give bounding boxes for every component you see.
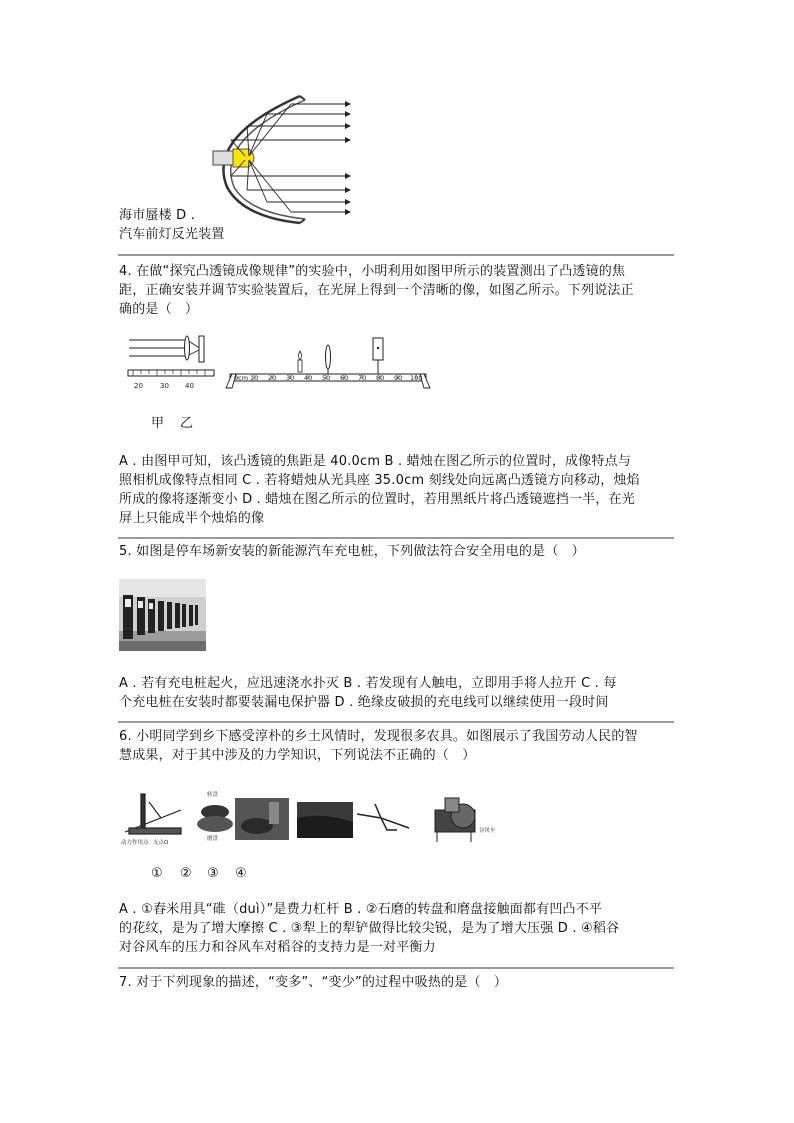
farm-tool-label: 磨盘 — [207, 836, 219, 842]
jia-tick-label: 40 — [185, 382, 194, 390]
yi-tick-label: 80 — [376, 374, 385, 382]
yi-tick-label: 40 — [304, 374, 313, 382]
jia-tick-label: 20 — [134, 382, 143, 390]
q7-stem: 7. 对于下列现象的描述，“变多”、“变少”的过程中吸热的是（ ） — [119, 975, 508, 990]
divider — [118, 254, 674, 256]
q6-stem-line2: 慧成果，对于其中涉及的力学知识，下列说法不正确的（ ） — [119, 748, 476, 763]
farm-tool-label: 谷风车 — [479, 828, 496, 834]
farm-tool-label: 转盘 — [207, 792, 219, 798]
yi-tick-label: 10 — [250, 374, 259, 382]
jia-tick-label: 30 — [160, 382, 169, 390]
yi-tick-label: 0cm — [234, 374, 249, 382]
q4-stem-line3: 确的是（ ） — [119, 302, 199, 317]
yi-tick-label: 70 — [358, 374, 367, 382]
q6-options-line2: 的花纹，是为了增大摩擦 C . ③犁上的犁铲做得比较尖锐，是为了增大压强 D . ④稻谷 — [119, 921, 620, 936]
q6-stem-line1: 6. 小明同学到乡下感受淳朴的乡土风情时，发现很多农具。如图展示了我国劳动人民的智 — [119, 729, 638, 744]
q6-options-line3: 对谷风车的压力和谷风车对稻谷的支持力是一对平衡力 — [119, 940, 436, 955]
q4-caption-yi: 乙 — [180, 416, 194, 431]
q6-figure-number: ③ — [207, 866, 219, 881]
optical-bench-figure-yi — [222, 330, 434, 392]
q6-figure-number: ② — [180, 866, 192, 881]
yi-tick-label: 60 — [340, 374, 349, 382]
yi-tick-label: 30 — [286, 374, 295, 382]
farm-tool-label: 支点O — [153, 840, 169, 846]
q4-options-line3: 所成的像将逐渐变小 D . 蜡烛在图乙所示的位置时，若用黑纸片将凸透镜遮挡一半，在光 — [119, 492, 635, 507]
q3-option-tail-line1: 海市蜃楼 D . — [119, 208, 196, 223]
yi-tick-label: 100 — [410, 374, 423, 382]
divider — [118, 721, 674, 723]
farm-tools-figure — [119, 788, 519, 848]
yi-tick-label: 20 — [268, 374, 277, 382]
divider — [118, 967, 674, 969]
q4-options-line4: 屏上只能成半个烛焰的像 — [119, 511, 265, 526]
yi-tick-label: 50 — [322, 374, 331, 382]
q5-options-line2: 个充电桩在安装时都要装漏电保护器 D . 绝缘皮破损的充电线可以继续使用一段时间 — [119, 695, 609, 710]
q6-options-line1: A . ①舂米用具“碓（duì）”是费力杠杆 B . ②石磨的转盘和磨盘接触面都有凹凸不平 — [119, 902, 603, 917]
q5-stem: 5. 如图是停车场新安装的新能源汽车充电桩，下列做法符合安全用电的是（ ） — [119, 544, 585, 559]
q4-stem-line1: 4. 在做“探究凸透镜成像规律”的实验中，小明利用如图甲所示的装置测出了凸透镜的焦 — [119, 264, 626, 279]
charging-station-photo — [119, 579, 206, 651]
q6-figure-number: ④ — [235, 866, 247, 881]
q3-option-tail-line2: 汽车前灯反光装置 — [119, 227, 225, 242]
divider — [118, 537, 674, 539]
q4-caption-jia: 甲 — [151, 416, 165, 431]
q6-figure-number: ① — [151, 866, 163, 881]
q4-stem-line2: 距，正确安装并调节实验装置后，在光屏上得到一个清晰的像，如图乙所示。下列说法正 — [119, 283, 634, 298]
q4-options-line2: 照相机成像特点相同 C . 若将蜡烛从光具座 35.0cm 刻线处向远离凸透镜方向移动，烛焰 — [119, 473, 640, 488]
q4-options-line1: A . 由图甲可知，该凸透镜的焦距是 40.0cm B . 蜡烛在图乙所示的位置时，成像特点与 — [119, 454, 632, 469]
headlight-reflector-figure — [205, 92, 355, 227]
farm-tool-label: 动力作用点 — [121, 840, 149, 846]
yi-tick-label: 90 — [394, 374, 403, 382]
q5-options-line1: A . 若有充电桩起火，应迅速浇水扑灭 B . 若发现有人触电，立即用手将人拉开 C . 每 — [119, 676, 617, 691]
focal-length-figure-jia — [125, 330, 217, 392]
